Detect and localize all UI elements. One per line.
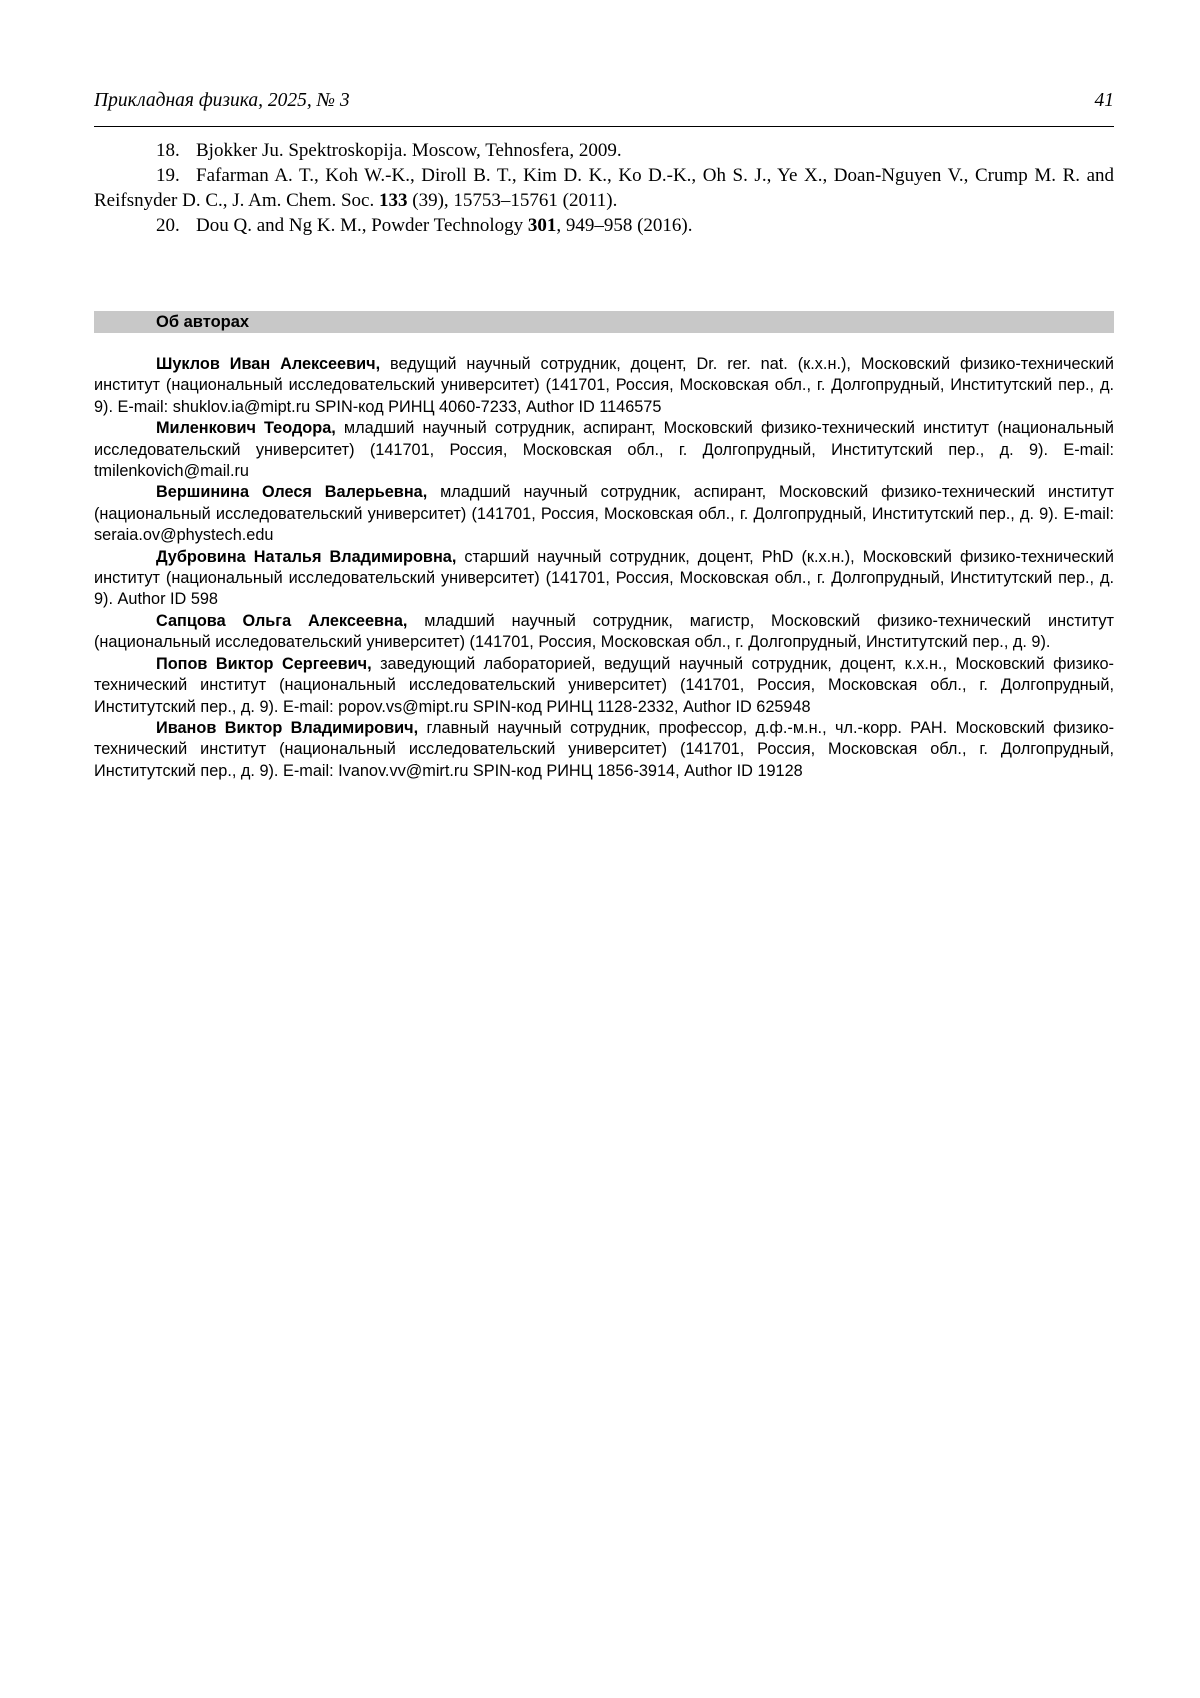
author-details: ведущий научный сотрудник, доцент, Dr. rer. nat. (к.х.н.), Московский физико-технический институт (национальный исследовательский университет) (141701, Россия, Московская обл., г. Долгопрудный, Институтский пер., д. 9). E-mail: shuklov.ia@mipt.ru SPIN-код РИНЦ 4060-7233, Author ID 1146575	[94, 355, 1114, 416]
reference-volume: 133	[379, 190, 408, 211]
author-name: Дубровина Наталья Владимировна,	[156, 547, 457, 566]
author-entry	[94, 547, 1114, 611]
author-details: младший научный сотрудник, аспирант, Московский физико-технический институт (национальный исследовательский университет) (141701, Россия, Московская обл., г. Долгопрудный, Институтский пер., д. 9). E-mail: tmilenkovich@mail.ru	[94, 419, 1115, 481]
author-entry	[94, 354, 1114, 418]
author-name: Вершинина Олеся Валерьевна,	[156, 483, 428, 502]
reference-item	[94, 138, 1114, 163]
reference-list	[94, 138, 1114, 238]
section-header-bar	[94, 311, 1114, 333]
reference-item	[94, 163, 1114, 213]
reference-text: (39), 15753–15761 (2011).	[407, 190, 618, 211]
reference-volume: 301	[527, 215, 557, 236]
author-entry	[94, 611, 1114, 654]
author-list	[94, 354, 1114, 782]
author-name: Иванов Виктор Владимирович,	[156, 718, 419, 737]
reference-text: Bjokker Ju. Spektroskopija. Moscow, Tehnosfera, 2009.	[196, 140, 622, 161]
author-details: заведующий лабораторией, ведущий научный сотрудник, доцент, к.х.н., Московский физико-технический институт (национальный исследовательский университет) (141701, Россия, Московская обл., г. Долгопрудный, Институтский пер., д. 9). E-mail: popov.vs@mipt.ru SPIN-код РИНЦ 1128-2332, Author ID 625948	[94, 654, 1114, 716]
section-title: Об авторах	[156, 313, 250, 331]
reference-number: 18.	[156, 140, 180, 161]
reference-text: Fafarman A. T., Koh W.-K., Diroll B. T., Kim D. K., Ko D.-K., Oh S. J., Ye X., Doan-Nguyen V., Crump M. R. and Reifsnyder D. C., J. Am. Chem. Soc.	[94, 165, 1114, 211]
reference-item	[94, 213, 1114, 238]
author-details: младший научный сотрудник, магистр, Московский физико-технический институт (национальный исследовательский университет) (141701, Россия, Московская обл., г. Долгопрудный, Институтский пер., д. 9).	[94, 611, 1114, 652]
author-name: Миленкович Теодора,	[156, 419, 336, 438]
journal-title: Прикладная физика, 2025, № 3	[94, 90, 350, 111]
author-entry	[94, 418, 1114, 482]
author-name: Попов Виктор Сергеевич,	[156, 654, 372, 673]
author-name: Сапцова Ольга Алексеевна,	[156, 611, 408, 630]
author-name: Шуклов Иван Алексеевич,	[156, 355, 381, 373]
author-entry	[94, 718, 1114, 782]
author-details: старший научный сотрудник, доцент, PhD (к.х.н.), Московский физико-технический институт (национальный исследовательский университет) (141701, Россия, Московская обл., г. Долгопрудный, Институтский пер., д. 9). Author ID 598	[94, 547, 1114, 609]
reference-number: 19.	[156, 165, 180, 186]
author-entry	[94, 654, 1114, 718]
reference-text: , 949–958 (2016).	[556, 215, 693, 236]
header-divider	[94, 126, 1114, 127]
reference-number: 20.	[156, 215, 180, 236]
author-details: младший научный сотрудник, аспирант, Московский физико-технический институт (национальный исследовательский университет) (141701, Россия, Московская обл., г. Долгопрудный, Институтский пер., д. 9). E-mail: seraia.ov@phystech.edu	[94, 483, 1114, 545]
author-entry	[94, 482, 1114, 546]
page-number: 41	[1094, 90, 1114, 111]
reference-text: Dou Q. and Ng K. M., Powder Technology	[196, 215, 528, 236]
author-details: главный научный сотрудник, профессор, д.ф.-м.н., чл.-корр. РАН. Московский физико-технический институт (национальный исследовательский университет) (141701, Россия, Московская обл., г. Долгопрудный, Институтский пер., д. 9). E-mail: Ivanov.vv@mirt.ru SPIN-код РИНЦ 1856-3914, Author ID 19128	[94, 718, 1114, 780]
